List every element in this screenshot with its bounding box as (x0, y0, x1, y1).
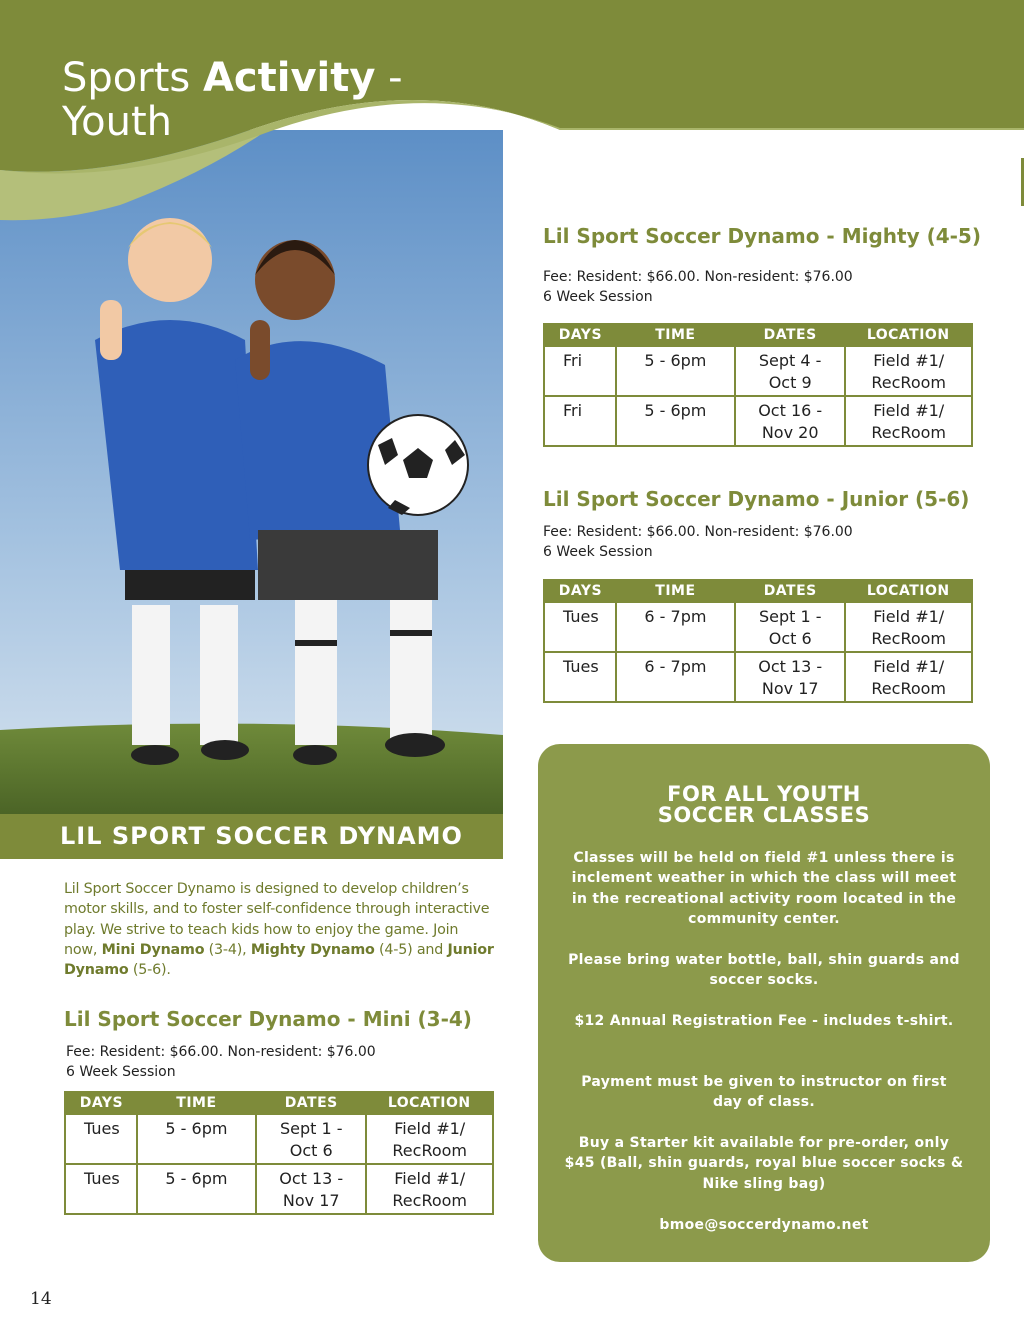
mini-schedule-table (64, 1091, 494, 1215)
table-row: Tues 6 - 7pm Oct 13 - Nov 17 Field #1/ RecRoom (544, 652, 972, 702)
junior-schedule-table (543, 579, 973, 703)
mighty-fee: Fee: Resident: $66.00. Non-resident: $76.00 6 Week Session (543, 269, 853, 305)
mini-title: Lil Sport Soccer Dynamo - Mini (3-4) (64, 1007, 472, 1031)
col-header-dates: DATES (735, 324, 845, 346)
col-header-time: TIME (616, 580, 735, 602)
contact-email[interactable]: bmoe@soccerdynamo.net (659, 1217, 869, 1233)
info-registration-fee: $12 Annual Registration Fee - includes t-shirt. (574, 1013, 954, 1029)
col-header-time: TIME (616, 324, 735, 346)
youth-classes-info-box (538, 744, 990, 1262)
table-row: Fri 5 - 6pm Oct 16 - Nov 20 Field #1/ RecRoom (544, 396, 972, 446)
table-row: Tues 5 - 6pm Sept 1 - Oct 6 Field #1/ RecRoom (65, 1114, 493, 1164)
kids-soccer-photo (0, 130, 503, 814)
col-header-location: LOCATION (845, 324, 972, 346)
info-starter-kit: Buy a Starter kit available for pre-order, only $45 (Ball, shin guards, royal blue soccer socks & Nike sling bag) (564, 1135, 964, 1192)
col-header-days: DAYS (544, 580, 616, 602)
info-payment-note: Payment must be given to instructor on first day of class. (581, 1074, 947, 1111)
info-box-title: FOR ALL YOUTH SOCCER CLASSES (657, 782, 871, 827)
page-title: Sports Activity - Youth (62, 55, 403, 145)
table-row: Tues 5 - 6pm Oct 13 - Nov 17 Field #1/ RecRoom (65, 1164, 493, 1214)
col-header-location: LOCATION (845, 580, 972, 602)
col-header-days: DAYS (65, 1092, 137, 1114)
info-location-note: Classes will be held on field #1 unless there is inclement weather in which the class will meet in the recreational activity room located in the community center. (571, 850, 957, 928)
info-bring-note: Please bring water bottle, ball, shin guards and soccer socks. (568, 952, 960, 989)
mighty-schedule-table (543, 323, 973, 447)
page-number: 14 (30, 1289, 52, 1309)
col-header-time: TIME (137, 1092, 256, 1114)
col-header-dates: DATES (735, 580, 845, 602)
junior-title: Lil Sport Soccer Dynamo - Junior (5-6) (543, 487, 970, 511)
table-row: Tues 6 - 7pm Sept 1 - Oct 6 Field #1/ RecRoom (544, 602, 972, 652)
col-header-days: DAYS (544, 324, 616, 346)
col-header-location: LOCATION (366, 1092, 493, 1114)
col-header-dates: DATES (256, 1092, 366, 1114)
program-intro: Lil Sport Soccer Dynamo is designed to develop children’s motor skills, and to foster self-confidence through interactive play. We strive to teach kids how to enjoy the game. Join now, Mini Dynamo (3-4), Mighty Dynamo (4-5) and Junior Dynamo (5-6). (64, 881, 494, 979)
mighty-title: Lil Sport Soccer Dynamo - Mighty (4-5) (543, 224, 981, 248)
program-banner: LIL SPORT SOCCER DYNAMO (0, 814, 503, 859)
mini-fee: Fee: Resident: $66.00. Non-resident: $76.00 6 Week Session (66, 1044, 376, 1080)
table-row: Fri 5 - 6pm Sept 4 - Oct 9 Field #1/ RecRoom (544, 346, 972, 396)
junior-fee: Fee: Resident: $66.00. Non-resident: $76.00 6 Week Session (543, 524, 853, 560)
